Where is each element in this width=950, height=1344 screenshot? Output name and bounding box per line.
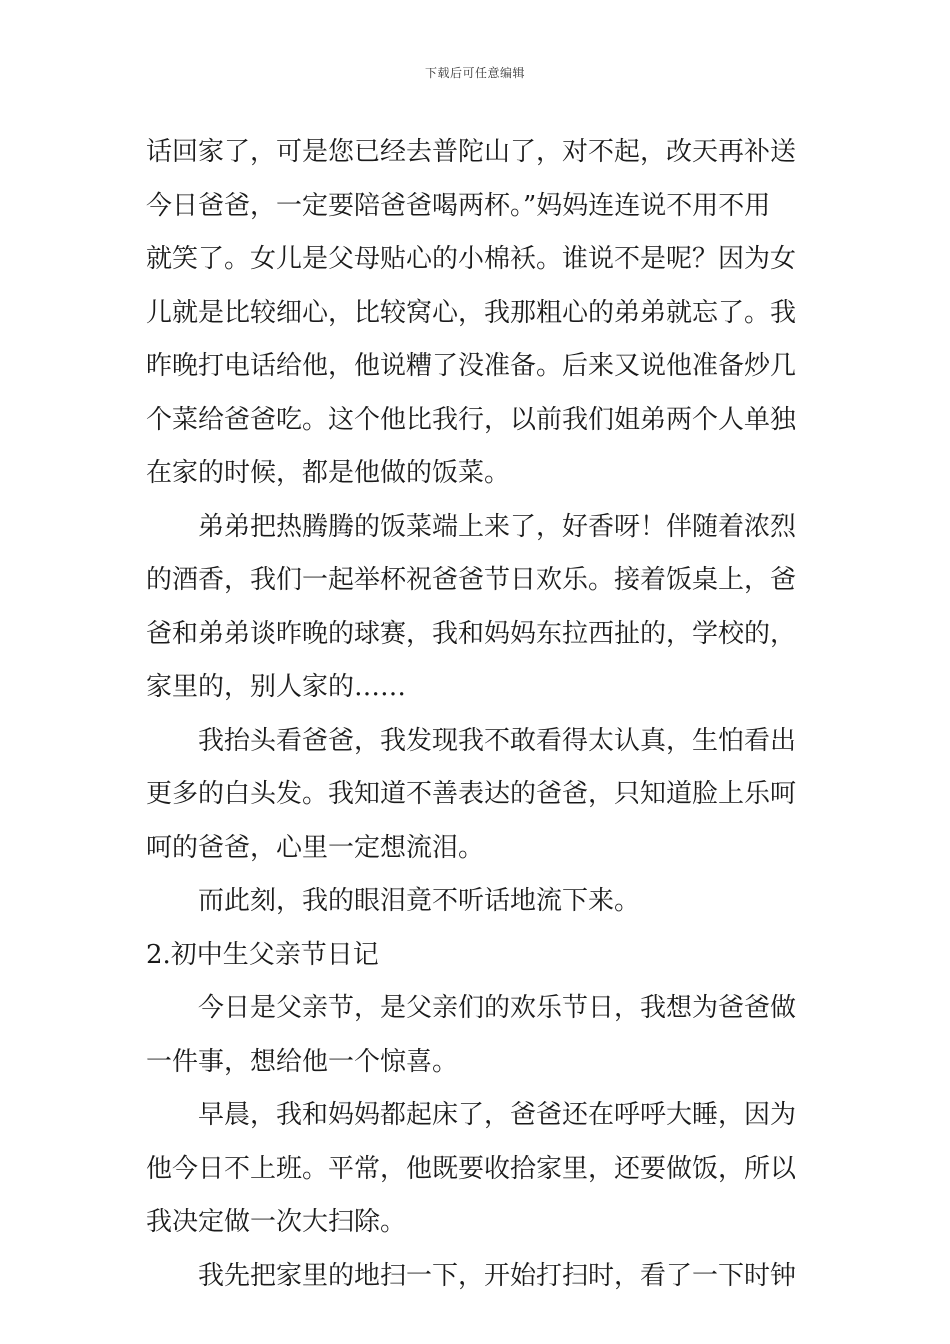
text-line: 就笑了。女儿是父母贴心的小棉袄。谁说不是呢？因为女 <box>146 244 797 274</box>
text-line: 的酒香，我们一起举杯祝爸爸节日欢乐。接着饭桌上，爸 <box>146 565 797 595</box>
section-heading: 2.初中生父亲节日记 <box>146 939 379 970</box>
paragraph-start-line: 弟弟把热腾腾的饭菜端上来了，好香呀！伴随着浓烈 <box>198 511 797 542</box>
text-line: 呵的爸爸，心里一定想流泪。 <box>146 832 485 863</box>
page-header-note: 下载后可任意编辑 <box>424 66 525 80</box>
paragraph-start-line: 我先把家里的地扫一下，开始打扫时，看了一下时钟 <box>198 1260 797 1291</box>
text-line: 个菜给爸爸吃。这个他比我行，以前我们姐弟两个人单独 <box>146 404 797 435</box>
text-line: 昨晚打电话给他，他说糟了没准备。后来又说他准备炒几 <box>146 351 797 381</box>
text-line: 他今日不上班。平常，他既要收拾家里，还要做饭，所以 <box>146 1153 797 1184</box>
paragraph-start-line: 而此刻，我的眼泪竟不听话地流下来。 <box>198 886 641 916</box>
text-line: 家里的，别人家的…… <box>146 672 407 702</box>
text-line: 在家的时候，都是他做的饭菜。 <box>146 458 511 488</box>
text-line: 一件事，想给他一个惊喜。 <box>146 1046 459 1077</box>
paragraph-start-line: 今日是父亲节，是父亲们的欢乐节日，我想为爸爸做 <box>198 993 797 1023</box>
text-line: 今日爸爸，一定要陪爸爸喝两杯。”妈妈连连说不用不用 <box>146 190 771 221</box>
text-line: 爸和弟弟谈昨晚的球赛，我和妈妈东拉西扯的，学校的， <box>146 618 797 649</box>
text-line: 更多的白头发。我知道不善表达的爸爸，只知道脸上乐呵 <box>146 779 797 809</box>
paragraph-start-line: 早晨，我和妈妈都起床了，爸爸还在呼呼大睡，因为 <box>198 1100 797 1130</box>
text-line: 儿就是比较细心，比较窝心，我那粗心的弟弟就忘了。我 <box>146 297 797 328</box>
document-body <box>146 126 808 1303</box>
paragraph-start-line: 我抬头看爸爸，我发现我不敢看得太认真，生怕看出 <box>198 725 797 756</box>
text-line: 我决定做一次大扫除。 <box>146 1207 407 1237</box>
text-line: 话回家了，可是您已经去普陀山了，对不起，改天再补送 <box>146 137 797 167</box>
